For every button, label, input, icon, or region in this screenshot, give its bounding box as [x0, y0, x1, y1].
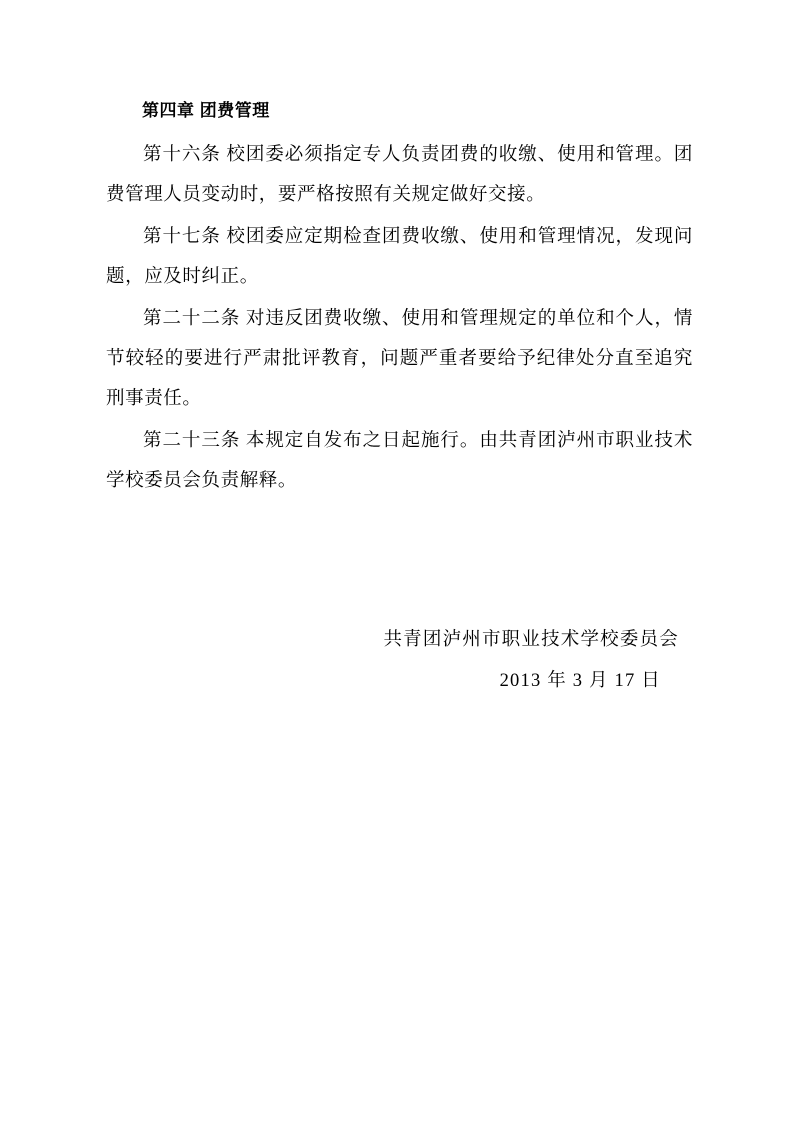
chapter-heading: 第四章 团费管理: [142, 101, 270, 120]
signature-date: 2013 年 3 月 17 日: [499, 671, 661, 691]
paragraph-article-17: 第十七条 校团委应定期检查团费收缴、使用和管理情况，发现问题，应及时纠正。: [106, 227, 693, 287]
signature-organization: 共青团泸州市职业技术学校委员会: [383, 630, 679, 650]
paragraph-article-22: 第二十二条 对违反团费收缴、使用和管理规定的单位和个人，情节较轻的要进行严肃批评教育，问题严重者要给予纪律处分直至追究刑事责任。: [106, 309, 693, 409]
paragraph-article-23: 第二十三条 本规定自发布之日起施行。由共青团泸州市职业技术学校委员会负责解释。: [106, 431, 693, 491]
signature-block: [106, 619, 693, 701]
paragraph-article-16: 第十六条 校团委必须指定专人负责团费的收缴、使用和管理。团费管理人员变动时，要严格按照有关规定做好交接。: [106, 145, 693, 205]
